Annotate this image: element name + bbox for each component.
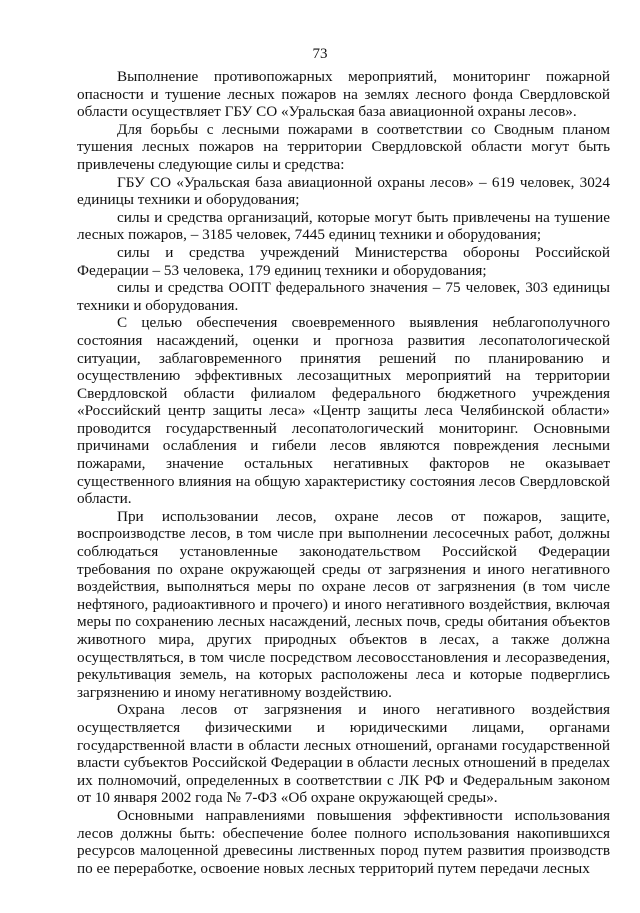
paragraph-efficiency-directions: Основными направлениями повышения эффективности использования лесов должны быть: обеспечение более полного использования накопившихся ресурсов малоценной древесины лиственных пород путем развития производств по ее переработке, освоение новых лесных территорий путем передачи лесных: [77, 806, 610, 877]
paragraph-environmental-requirements: При использовании лесов, охране лесов от пожаров, защите, воспроизводстве лесов, в том числе при выполнении лесосечных работ, должны соблюдаться установленные законодательством Российской Федерации требования по охране окружающей среды от загрязнения и иного негативного воздействия, выполняться меры по охране лесов от загрязнения (в том числе нефтяного, радиоактивного и прочего) и иного негативного воздействия, включая меры по сохранению лесных насаждений, лесных почв, среды обитания объектов животного мира, других природных объектов в лесах, а также должна осуществляться, в том числе посредством лесовосстановления и лесоразведения, рекультивация земель, на которых расположены леса и которые подверглись загрязнению и иному негативному воздействию.: [77, 507, 610, 701]
paragraph-forces-intro: Для борьбы с лесными пожарами в соответствии со Сводным планом тушения лесных пожаров на территории Свердловской области могут быть привлечены следующие силы и средства:: [77, 120, 610, 173]
paragraph-forces-gbu: ГБУ СО «Уральская база авиационной охраны лесов» – 619 человек, 3024 единицы техники и оборудования;: [77, 173, 610, 209]
paragraph-pollution-protection: Охрана лесов от загрязнения и иного негативного воздействия осуществляется физическими и юридическими лицами, органами государственной власти в области лесных отношений, органами государственной власти субъектов Российской Федерации в области лесных отношений в пределах их полномочий, определенных в соответствии с ЛК РФ и Федеральным законом от 10 января 2002 года № 7-ФЗ «Об охране окружающей среды».: [77, 701, 610, 807]
paragraph-forces-oopt: силы и средства ООПТ федерального значения – 75 человек, 303 единицы техники и оборудования.: [77, 279, 610, 314]
paragraph-fire-prevention: Выполнение противопожарных мероприятий, мониторинг пожарной опасности и тушение лесных пожаров на землях лесного фонда Свердловской области осуществляет ГБУ СО «Уральская база авиационной охраны лесов».: [77, 68, 610, 121]
paragraph-forces-organizations: силы и средства организаций, которые могут быть привлечены на тушение лесных пожаров, – 3185 человек, 7445 единиц техники и оборудования;: [77, 208, 610, 244]
page-number: 73: [312, 46, 328, 62]
page-body: [77, 68, 610, 877]
paragraph-monitoring: С целью обеспечения своевременного выявления неблагополучного состояния насаждений, оценки и прогноза развития лесопатологической ситуации, заблаговременного принятия решений по планированию и осуществлению эффективных лесозащитных мероприятий на территории Свердловской области филиалом федерального бюджетного учреждения «Российский центр защиты леса» «Центр защиты леса Челябинской области» проводится государственный лесопатологический мониторинг. Основными причинами ослабления и гибели лесов являются повреждения лесными пожарами, значение остальных негативных факторов не оказывает существенного влияния на общую характеристику состояния лесов Свердловской области.: [77, 314, 610, 508]
paragraph-forces-defense: силы и средства учреждений Министерства обороны Российской Федерации – 53 человека, 179 единиц техники и оборудования;: [77, 243, 610, 279]
